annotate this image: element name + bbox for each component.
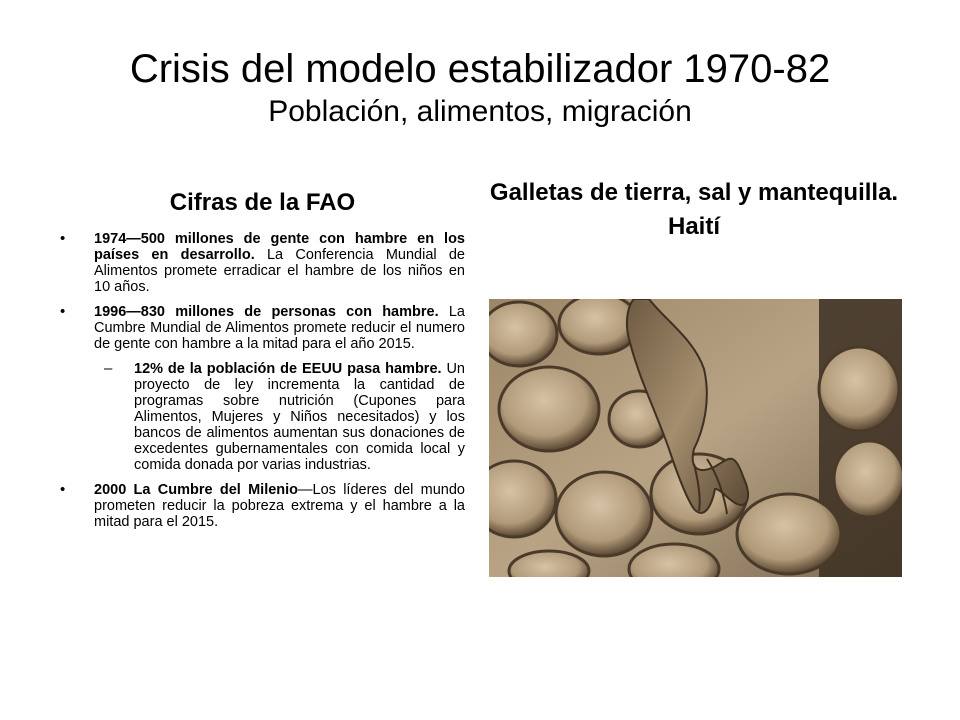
bullet-bold-text: 1974—500 millones de gente con hambre en los países en desarrollo. — [94, 231, 465, 263]
slide-title: Crisis del modelo estabilizador 1970-82 — [129, 47, 831, 91]
right-column-heading: Galletas de tierra, sal y mantequilla. Haití — [489, 179, 899, 240]
list-item — [60, 231, 465, 295]
bullet-text: Un proyecto de ley incrementa la cantidad de programas sobre nutrición (Cupones para Alimentos, Mujeres y Niños necesitados) y los bancos de alimentos aumentan sus donaciones de excedentes gubernamentales con comida local y comida donada por varias industrias. — [134, 361, 465, 473]
mud-cookies-photo-art — [489, 299, 902, 577]
bullet-text: La Cumbre Mundial de Alimentos promete reducir el numero de gente con hambre a la mitad para el año 2015. — [94, 304, 465, 352]
slide-title-block — [60, 46, 900, 132]
mud-cookies-photo — [489, 299, 902, 577]
left-column-heading: Cifras de la FAO — [169, 189, 356, 216]
fao-bullet-list — [60, 231, 465, 539]
bullet-text: —Los líderes del mundo prometen reducir la pobreza extrema y el hambre a la mitad para el 2015. — [94, 482, 465, 530]
bullet-bold-text: 12% de la población de EEUU pasa hambre. — [134, 361, 442, 377]
slide-subtitle: Población, alimentos, migración — [268, 95, 692, 128]
bullet-text: La Conferencia Mundial de Alimentos promete erradicar el hambre de los niños en 10 años. — [94, 247, 465, 295]
list-item — [60, 304, 465, 352]
bullet-bold-text: 1996—830 millones de personas con hambre. — [94, 304, 439, 320]
list-item-sub — [60, 361, 465, 473]
list-item — [60, 482, 465, 530]
bullet-bold-text: 2000 La Cumbre del Milenio — [94, 482, 299, 498]
